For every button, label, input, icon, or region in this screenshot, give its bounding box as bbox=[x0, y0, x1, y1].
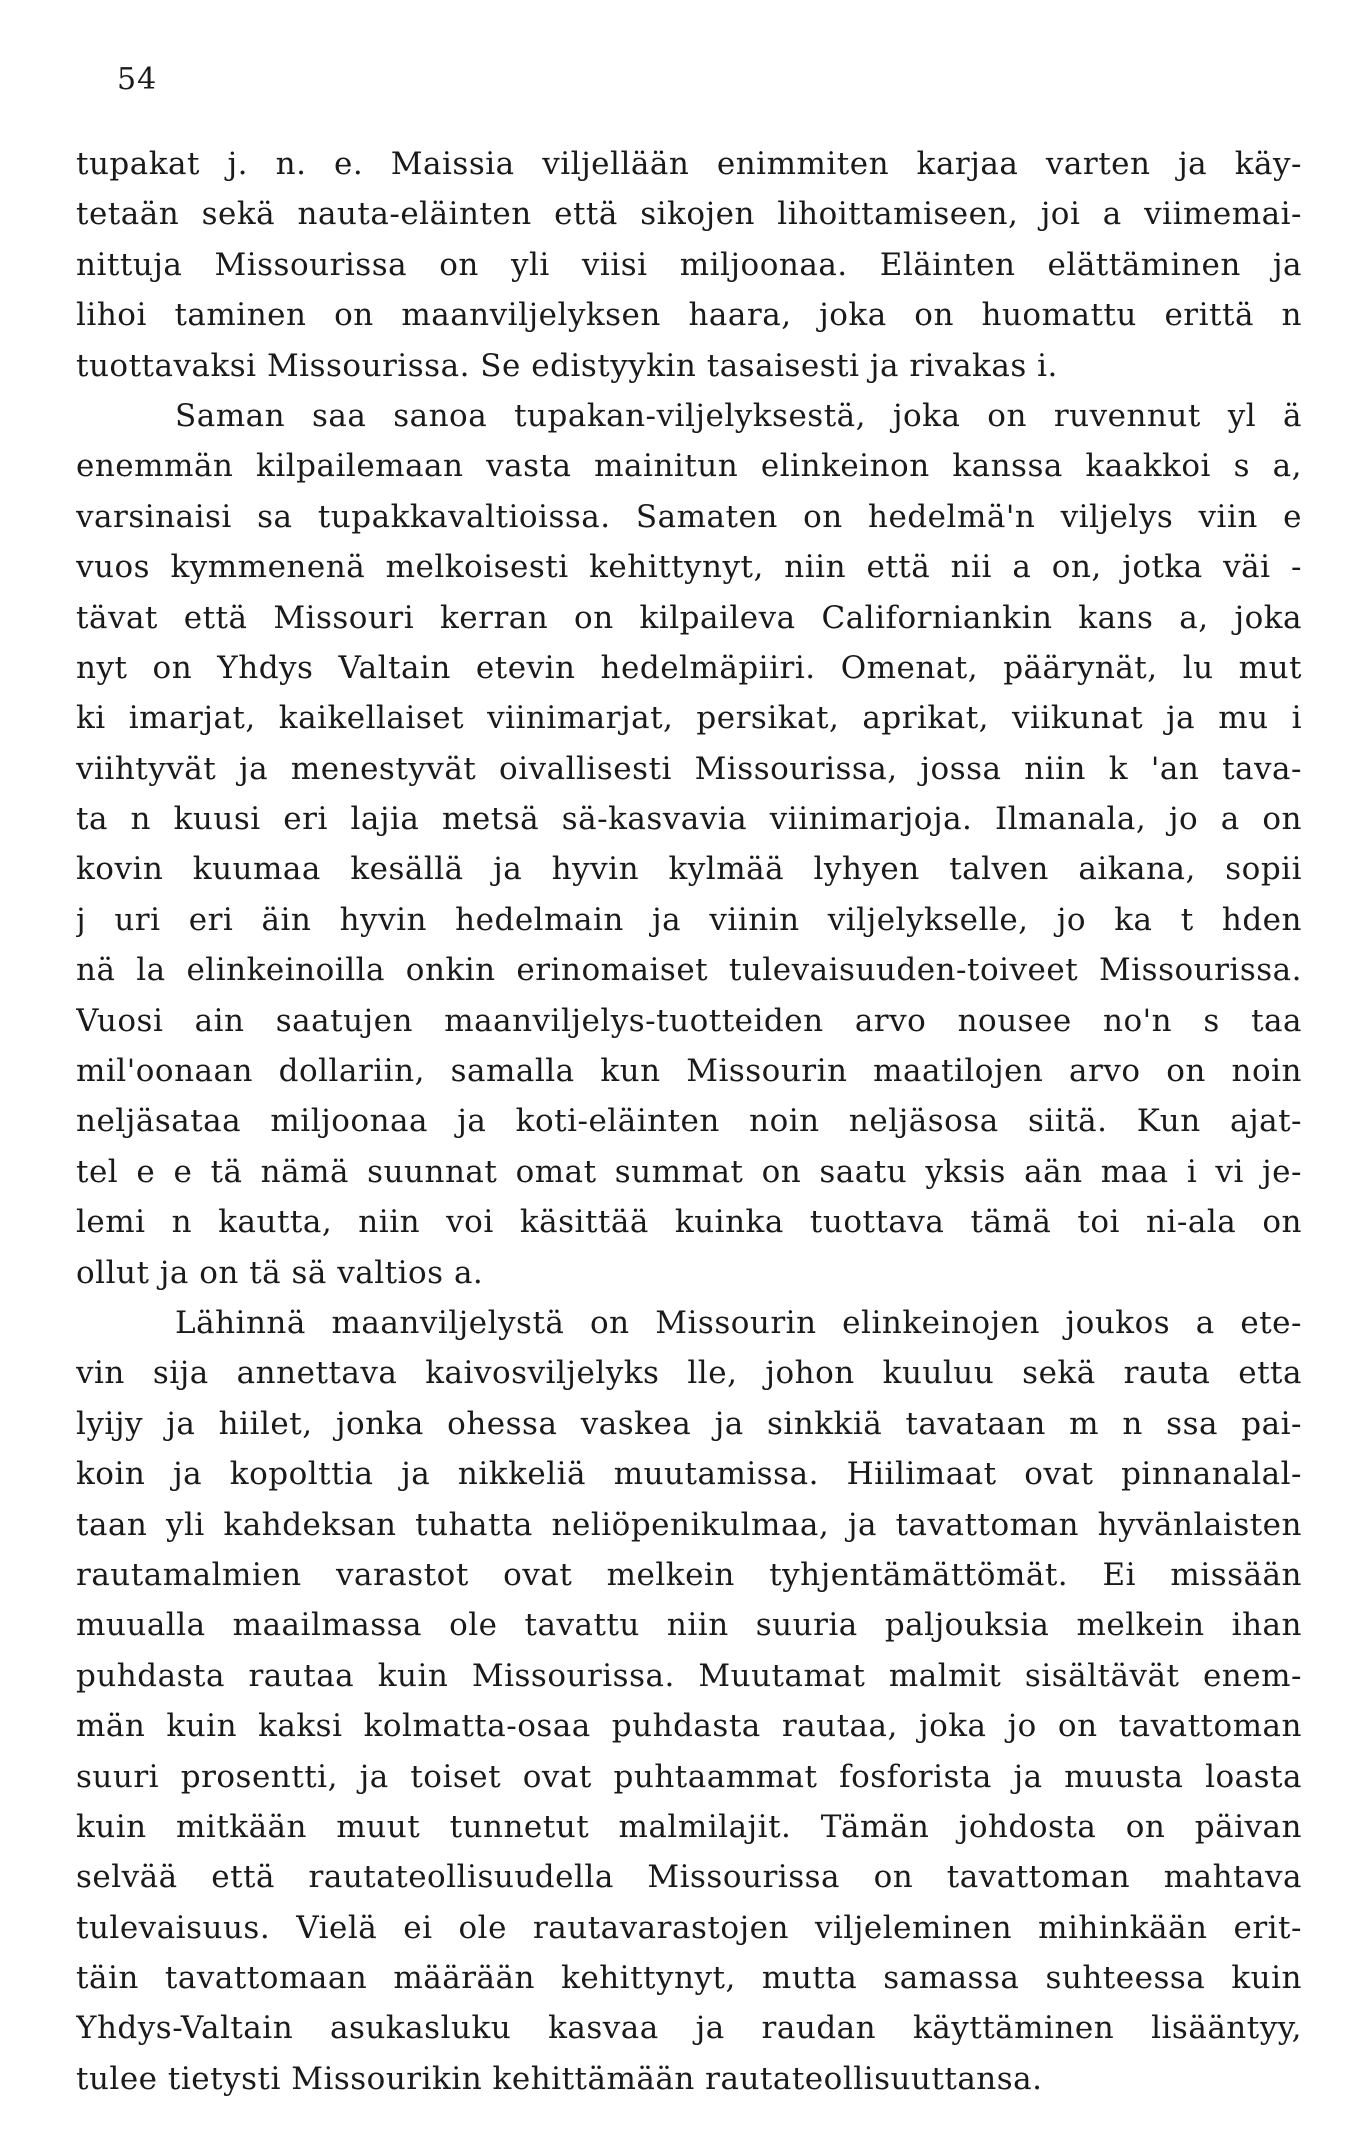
text-line: enemmän kilpailemaan vasta mainitun elinkeinon kanssa kaakkoi s a, bbox=[76, 448, 1302, 485]
text-line: tupakat j. n. e. Maissia viljellään enimmiten karjaa varten ja käy- bbox=[76, 146, 1302, 182]
text-line: täin tavattomaan määrään kehittynyt, mutta samassa suhteessa kuin bbox=[76, 1960, 1302, 1997]
text-line: suuri prosentti, ja toiset ovat puhtaammat fosforista ja muusta loasta bbox=[76, 1758, 1302, 1795]
text-line: vuos kymmenenä melkoisesti kehittynyt, niin että nii a on, jotka väi - bbox=[76, 549, 1302, 586]
body-text bbox=[76, 139, 1302, 2104]
text-line: ki imarjat, kaikellaiset viinimarjat, persikat, aprikat, viikunat ja mu i bbox=[76, 700, 1302, 737]
text-line: mil'oonaan dollariin, samalla kun Missourin maatilojen arvo on noin bbox=[76, 1053, 1302, 1090]
text-line: neljäsataa miljoonaa ja koti-eläinten noin neljäsosa siitä. Kun ajat- bbox=[76, 1103, 1302, 1140]
text-line: puhdasta rautaa kuin Missourissa. Muutamat malmit sisältävät enem- bbox=[76, 1657, 1302, 1694]
text-line: ollut ja on tä sä valtios a. bbox=[76, 1254, 484, 1291]
text-line: rautamalmien varastot ovat melkein tyhjentämättömät. Ei missään bbox=[76, 1556, 1302, 1593]
text-line: Vuosi ain saatujen maanviljelys-tuotteiden arvo nousee no'n s taa bbox=[76, 1002, 1302, 1039]
text-line: kovin kuumaa kesällä ja hyvin kylmää lyhyen talven aikana, sopii bbox=[76, 851, 1302, 888]
text-line: nyt on Yhdys Valtain etevin hedelmäpiiri. Omenat, päärynät, lu mut bbox=[76, 649, 1302, 686]
text-line: lemi n kautta, niin voi käsittää kuinka tuottava tämä toi ni-ala on bbox=[76, 1204, 1302, 1241]
text-line: lyijy ja hiilet, jonka ohessa vaskea ja sinkkiä tavataan m n ssa pai- bbox=[76, 1405, 1302, 1442]
text-line: selvää että rautateollisuudella Missourissa on tavattoman mahtava bbox=[76, 1859, 1302, 1896]
text-line: tetaän sekä nauta-eläinten että sikojen lihoittamiseen, joi a viimemai- bbox=[76, 196, 1302, 233]
text-line: män kuin kaksi kolmatta-osaa puhdasta rautaa, joka jo on tavattoman bbox=[76, 1708, 1302, 1745]
text-line: j uri eri äin hyvin hedelmain ja viinin viljelykselle, jo ka t hden bbox=[76, 901, 1302, 938]
text-line: koin ja kopolttia ja nikkeliä muutamissa. Hiilimaat ovat pinnanalal- bbox=[76, 1456, 1302, 1493]
text-line: kuin mitkään muut tunnetut malmilajit. Tämän johdosta on päivan bbox=[76, 1808, 1302, 1845]
text-line: tulevaisuus. Vielä ei ole rautavarastojen viljeleminen mihinkään erit- bbox=[76, 1909, 1302, 1946]
text-line: vin sija annettava kaivosviljelyks lle, johon kuuluu sekä rauta etta bbox=[76, 1355, 1302, 1392]
text-line: ta n kuusi eri lajia metsä sä-kasvavia viinimarjoja. Ilmanala, jo a on bbox=[76, 801, 1302, 838]
page-number: 54 bbox=[117, 62, 158, 97]
text-line: tulee tietysti Missourikin kehittämään rautateollisuuttansa. bbox=[76, 2060, 1043, 2097]
text-line: lihoi taminen on maanviljelyksen haara, joka on huomattu erittä n bbox=[76, 297, 1302, 334]
text-line: varsinaisi sa tupakkavaltioissa. Samaten on hedelmä'n viljelys viin e bbox=[76, 498, 1302, 535]
text-line: viihtyvät ja menestyvät oivallisesti Missourissa, jossa niin k 'an tava- bbox=[76, 750, 1302, 787]
text-line: Yhdys-Valtain asukasluku kasvaa ja raudan käyttäminen lisääntyy, bbox=[76, 2010, 1302, 2047]
text-line: taan yli kahdeksan tuhatta neliöpenikulmaa, ja tavattoman hyvänlaisten bbox=[76, 1506, 1302, 1543]
text-line: tuottavaksi Missourissa. Se edistyykin tasaisesti ja rivakas i. bbox=[76, 347, 1058, 384]
paragraph-first-line: Saman saa sanoa tupakan-viljelyksestä, joka on ruvennut yl ä bbox=[175, 397, 1302, 434]
text-line: tävat että Missouri kerran on kilpaileva Californiankin kans a, joka bbox=[76, 599, 1302, 636]
text-line: nittuja Missourissa on yli viisi miljoonaa. Eläinten elättäminen ja bbox=[76, 246, 1302, 283]
text-line: muualla maailmassa ole tavattu niin suuria paljouksia melkein ihan bbox=[76, 1607, 1302, 1644]
text-line: nä la elinkeinoilla onkin erinomaiset tulevaisuuden-toiveet Missourissa. bbox=[76, 952, 1302, 989]
text-line: tel e e tä nämä suunnat omat summat on saatu yksis aän maa i vi je- bbox=[76, 1153, 1302, 1190]
paragraph-first-line: Lähinnä maanviljelystä on Missourin elinkeinojen joukos a ete- bbox=[175, 1304, 1302, 1341]
